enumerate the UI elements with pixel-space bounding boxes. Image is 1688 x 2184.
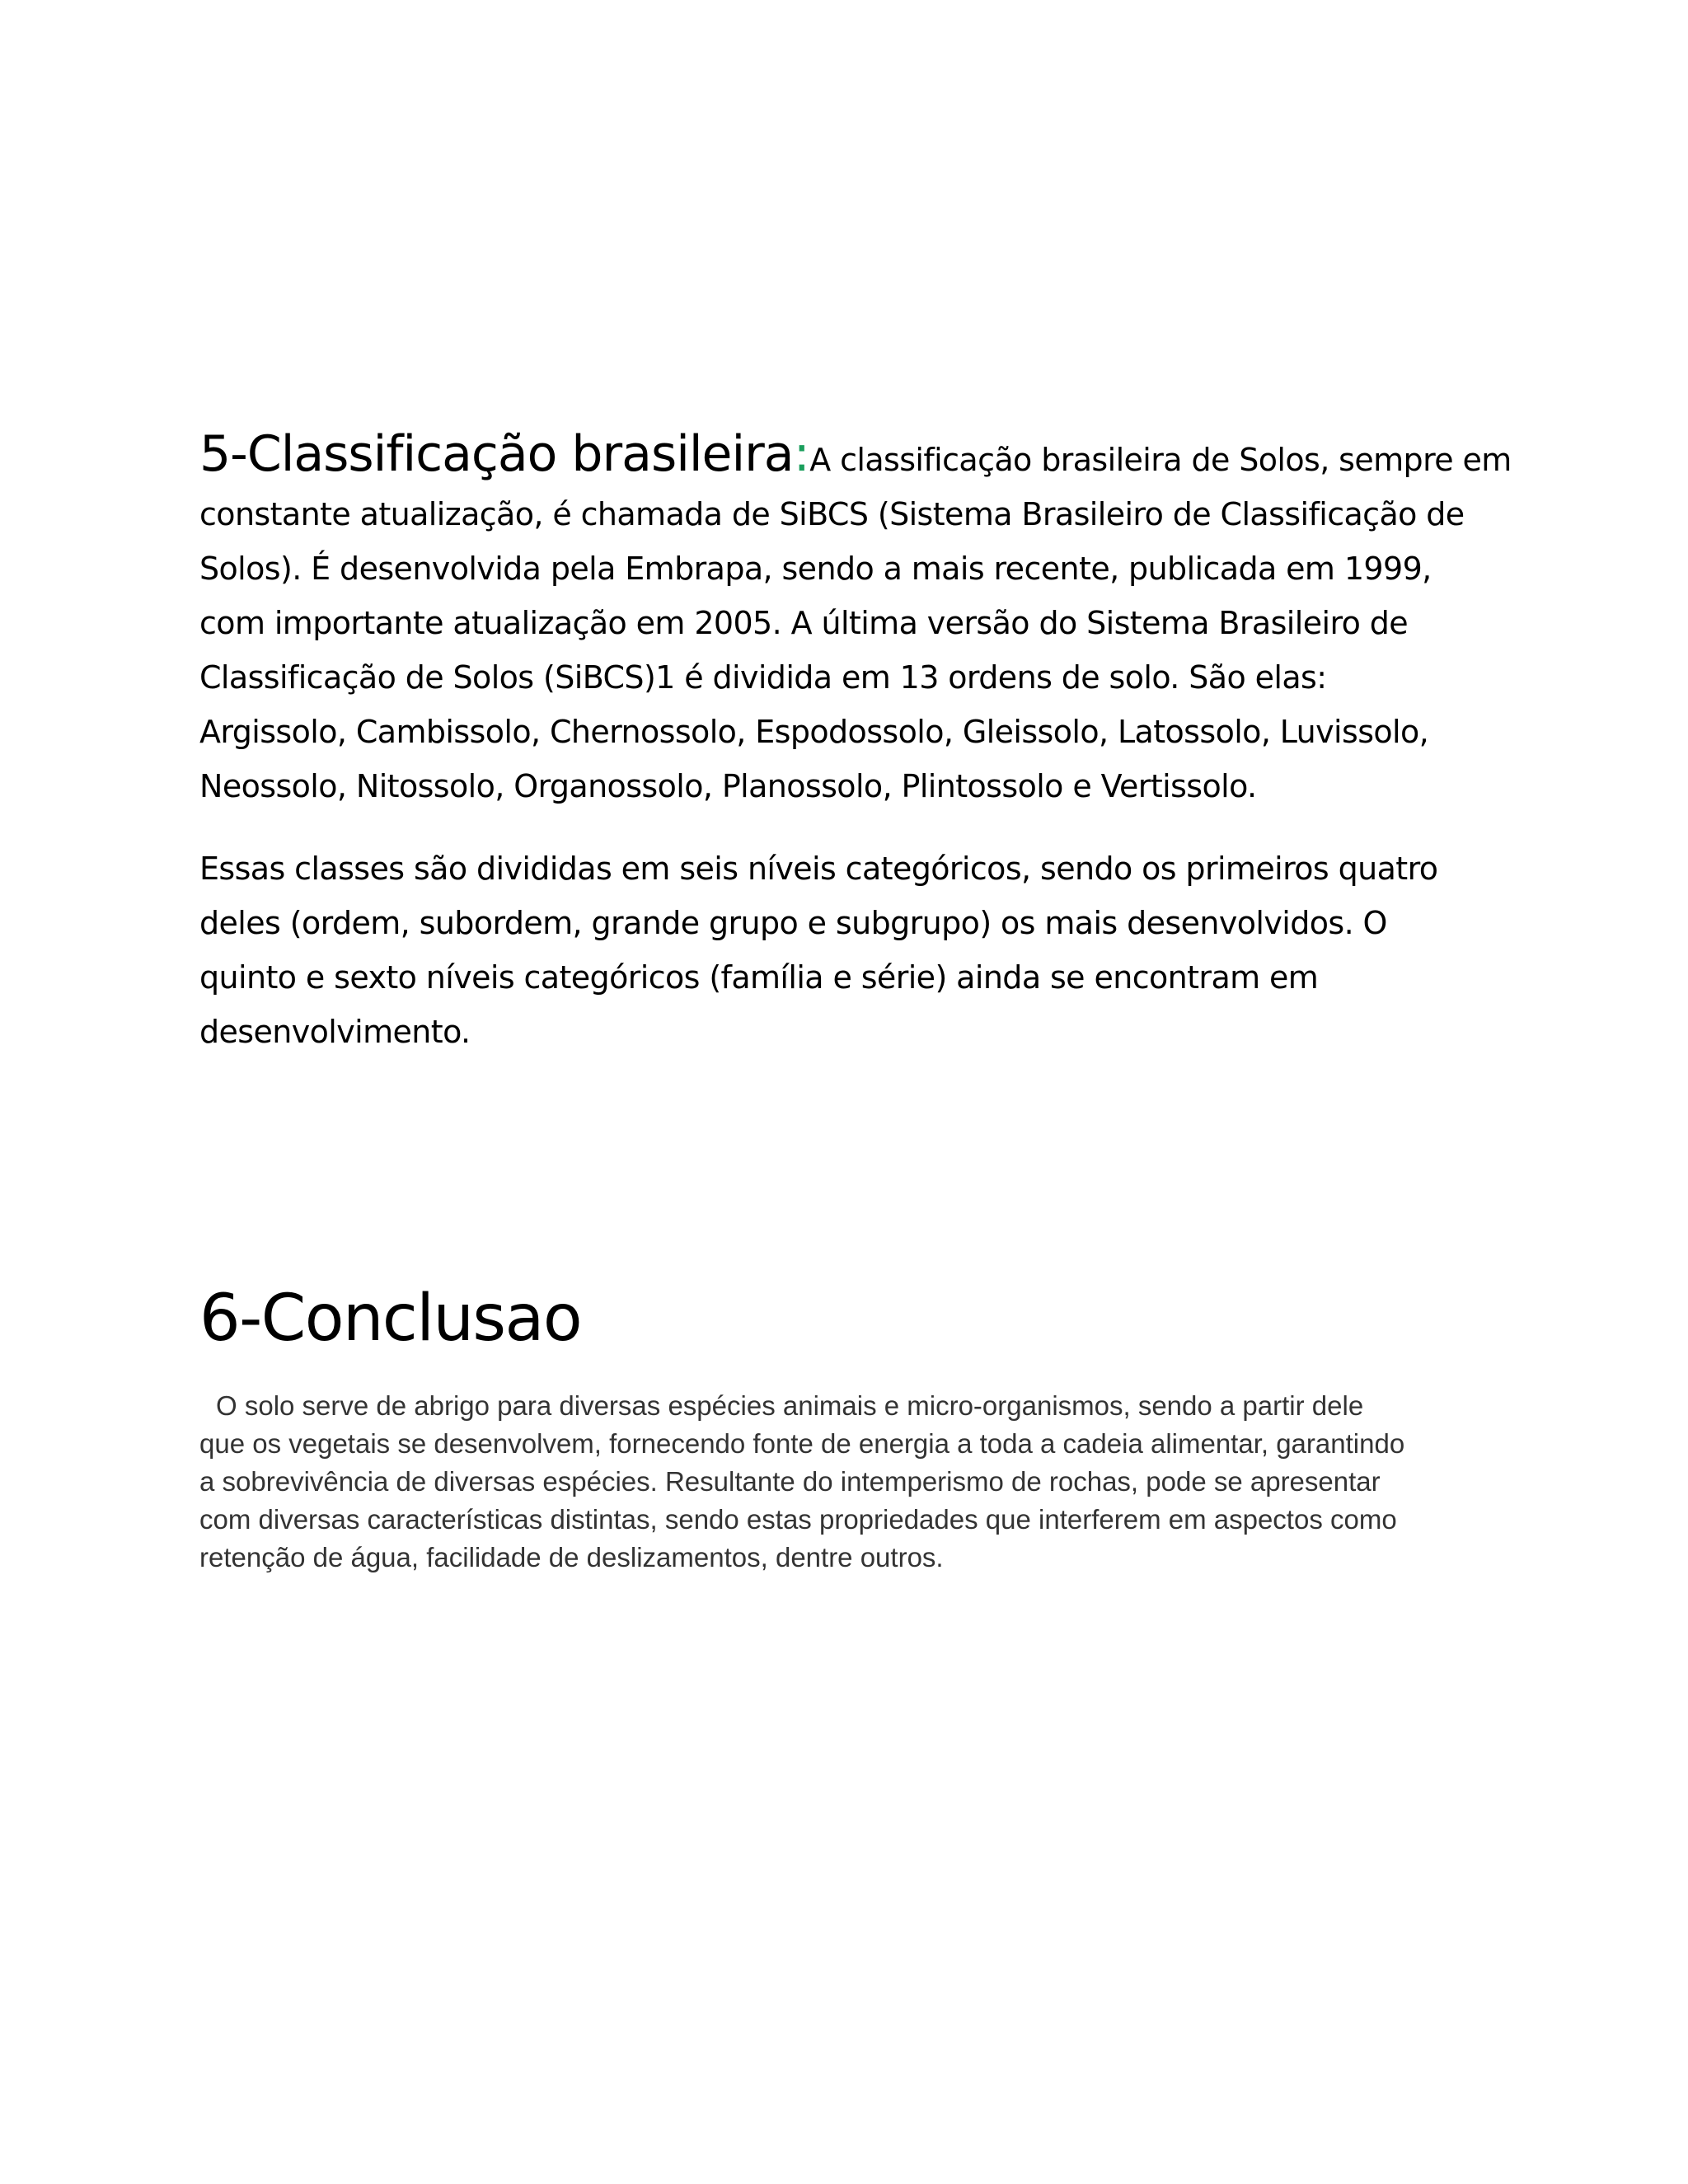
paragraph-line: Classificação de Solos (SiBCS)1 é dividida em 13 ordens de solo. São elas:	[199, 659, 1327, 696]
paragraph-line: com diversas características distintas, sendo estas propriedades que interferem em aspectos como	[199, 1504, 1397, 1535]
paragraph-line: Argissolo, Cambissolo, Chernossolo, Espodossolo, Gleissolo, Latossolo, Luvissolo,	[199, 714, 1429, 750]
section-classificacao-brasileira	[199, 425, 1512, 1059]
paragraph-line: retenção de água, facilidade de deslizamentos, dentre outros.	[199, 1542, 944, 1572]
section-title: 5-Classificação brasileira	[199, 425, 794, 483]
paragraph-line: constante atualização, é chamada de SiBCS (Sistema Brasileiro de Classificação de	[199, 496, 1465, 532]
paragraph-line: com importante atualização em 2005. A última versão do Sistema Brasileiro de	[199, 605, 1409, 641]
section-title-colon: :	[793, 425, 810, 483]
paragraph-line: O solo serve de abrigo para diversas espécies animais e micro-organismos, sendo a partir dele	[216, 1390, 1364, 1421]
paragraph-niveis-categoricos	[199, 841, 1498, 1059]
paragraph-line: Solos). É desenvolvida pela Embrapa, sendo a mais recente, publicada em 1999,	[199, 551, 1432, 587]
paragraph-conclusao	[199, 1387, 1498, 1577]
paragraph-line: Neossolo, Nitossolo, Organossolo, Planossolo, Plintossolo e Vertissolo.	[199, 768, 1257, 804]
section-title: 6-Conclusao	[199, 1282, 582, 1356]
paragraph-line: desenvolvimento.	[199, 1014, 471, 1050]
paragraph-line: A classificação brasileira de Solos, sempre em	[809, 442, 1512, 478]
paragraph-line: deles (ordem, subordem, grande grupo e subgrupo) os mais desenvolvidos. O	[199, 905, 1387, 941]
paragraph-line: que os vegetais se desenvolvem, fornecendo fonte de energia a toda a cadeia alimentar, garantindo	[199, 1428, 1405, 1459]
paragraph-line: a sobrevivência de diversas espécies. Resultante do intemperismo de rochas, pode se apresentar	[199, 1466, 1381, 1497]
section-heading-line	[199, 425, 1512, 487]
paragraph-line: quinto e sexto níveis categóricos (família e série) ainda se encontram em	[199, 959, 1319, 996]
section-conclusao	[199, 1273, 1498, 1577]
paragraph-line: Essas classes são divididas em seis níveis categóricos, sendo os primeiros quatro	[199, 851, 1438, 887]
